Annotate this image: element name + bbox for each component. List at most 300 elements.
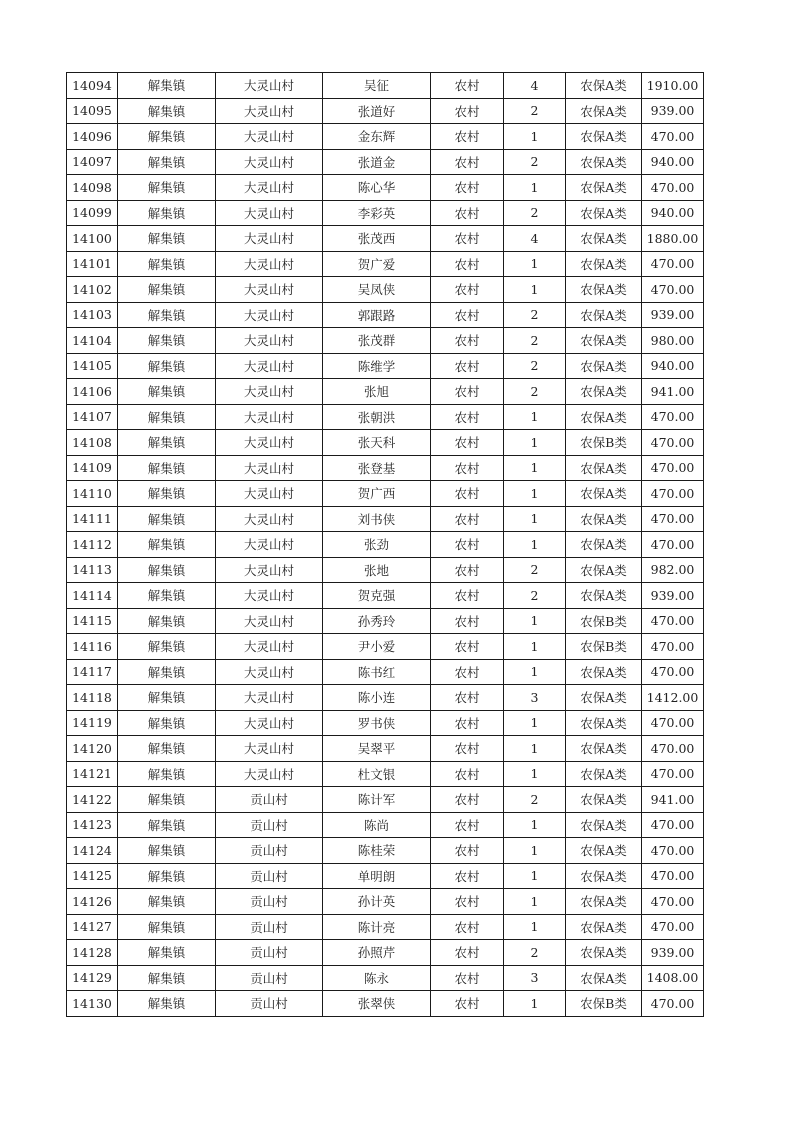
insurance-category-cell: 农保A类: [566, 200, 642, 226]
amount-cell: 980.00: [642, 328, 704, 354]
table-row: [67, 940, 704, 966]
serial-number-cell: 14112: [67, 532, 118, 558]
town-cell: 解集镇: [118, 149, 216, 175]
household-type-cell: 农村: [431, 277, 504, 303]
household-size-cell: 2: [504, 940, 566, 966]
village-cell: 大灵山村: [216, 251, 323, 277]
insurance-category-cell: 农保A类: [566, 149, 642, 175]
village-cell: 贡山村: [216, 965, 323, 991]
household-type-cell: 农村: [431, 863, 504, 889]
amount-cell: 470.00: [642, 863, 704, 889]
serial-number-cell: 14106: [67, 379, 118, 405]
village-cell: 大灵山村: [216, 506, 323, 532]
insurance-category-cell: 农保A类: [566, 532, 642, 558]
amount-cell: 470.00: [642, 736, 704, 762]
amount-cell: 470.00: [642, 506, 704, 532]
household-size-cell: 2: [504, 787, 566, 813]
insurance-category-cell: 农保B类: [566, 991, 642, 1017]
village-cell: 大灵山村: [216, 98, 323, 124]
amount-cell: 470.00: [642, 481, 704, 507]
household-type-cell: 农村: [431, 532, 504, 558]
household-type-cell: 农村: [431, 583, 504, 609]
table-row: [67, 532, 704, 558]
insurance-category-cell: 农保A类: [566, 914, 642, 940]
table-row: [67, 175, 704, 201]
town-cell: 解集镇: [118, 481, 216, 507]
serial-number-cell: 14128: [67, 940, 118, 966]
town-cell: 解集镇: [118, 532, 216, 558]
serial-number-cell: 14122: [67, 787, 118, 813]
name-cell: 张旭: [323, 379, 431, 405]
name-cell: 张道好: [323, 98, 431, 124]
household-type-cell: 农村: [431, 685, 504, 711]
amount-cell: 470.00: [642, 532, 704, 558]
amount-cell: 1412.00: [642, 685, 704, 711]
town-cell: 解集镇: [118, 226, 216, 252]
table-row: [67, 379, 704, 405]
amount-cell: 941.00: [642, 787, 704, 813]
name-cell: 陈尚: [323, 812, 431, 838]
name-cell: 孙秀玲: [323, 608, 431, 634]
village-cell: 大灵山村: [216, 685, 323, 711]
town-cell: 解集镇: [118, 455, 216, 481]
table-row: [67, 481, 704, 507]
household-type-cell: 农村: [431, 379, 504, 405]
town-cell: 解集镇: [118, 430, 216, 456]
insurance-category-cell: 农保A类: [566, 251, 642, 277]
village-cell: 大灵山村: [216, 124, 323, 150]
name-cell: 张道金: [323, 149, 431, 175]
household-type-cell: 农村: [431, 353, 504, 379]
name-cell: 李彩英: [323, 200, 431, 226]
name-cell: 罗书侠: [323, 710, 431, 736]
household-size-cell: 1: [504, 506, 566, 532]
serial-number-cell: 14119: [67, 710, 118, 736]
insurance-category-cell: 农保A类: [566, 736, 642, 762]
insurance-category-cell: 农保B类: [566, 608, 642, 634]
town-cell: 解集镇: [118, 557, 216, 583]
household-size-cell: 1: [504, 634, 566, 660]
table-row: [67, 608, 704, 634]
household-type-cell: 农村: [431, 889, 504, 915]
village-cell: 贡山村: [216, 863, 323, 889]
amount-cell: 940.00: [642, 353, 704, 379]
village-cell: 大灵山村: [216, 583, 323, 609]
table-row: [67, 863, 704, 889]
village-cell: 贡山村: [216, 838, 323, 864]
name-cell: 陈计军: [323, 787, 431, 813]
amount-cell: 940.00: [642, 149, 704, 175]
name-cell: 陈桂荣: [323, 838, 431, 864]
household-type-cell: 农村: [431, 200, 504, 226]
household-type-cell: 农村: [431, 328, 504, 354]
town-cell: 解集镇: [118, 583, 216, 609]
household-size-cell: 1: [504, 659, 566, 685]
village-cell: 大灵山村: [216, 73, 323, 99]
amount-cell: 470.00: [642, 761, 704, 787]
insurance-category-cell: 农保A类: [566, 710, 642, 736]
table-row: [67, 812, 704, 838]
household-size-cell: 1: [504, 175, 566, 201]
amount-cell: 470.00: [642, 889, 704, 915]
insurance-category-cell: 农保A类: [566, 277, 642, 303]
serial-number-cell: 14125: [67, 863, 118, 889]
insurance-category-cell: 农保A类: [566, 761, 642, 787]
village-cell: 贡山村: [216, 812, 323, 838]
table-row: [67, 302, 704, 328]
household-type-cell: 农村: [431, 965, 504, 991]
household-size-cell: 1: [504, 991, 566, 1017]
table-row: [67, 736, 704, 762]
village-cell: 大灵山村: [216, 430, 323, 456]
amount-cell: 470.00: [642, 455, 704, 481]
village-cell: 贡山村: [216, 889, 323, 915]
village-cell: 大灵山村: [216, 200, 323, 226]
household-type-cell: 农村: [431, 608, 504, 634]
household-size-cell: 2: [504, 200, 566, 226]
serial-number-cell: 14111: [67, 506, 118, 532]
household-type-cell: 农村: [431, 73, 504, 99]
insurance-category-cell: 农保A类: [566, 455, 642, 481]
town-cell: 解集镇: [118, 736, 216, 762]
town-cell: 解集镇: [118, 659, 216, 685]
village-cell: 大灵山村: [216, 379, 323, 405]
insurance-category-cell: 农保A类: [566, 124, 642, 150]
name-cell: 张茂群: [323, 328, 431, 354]
name-cell: 张朝洪: [323, 404, 431, 430]
town-cell: 解集镇: [118, 379, 216, 405]
table-row: [67, 124, 704, 150]
amount-cell: 470.00: [642, 175, 704, 201]
table-row: [67, 583, 704, 609]
name-cell: 刘书侠: [323, 506, 431, 532]
serial-number-cell: 14116: [67, 634, 118, 660]
name-cell: 张天科: [323, 430, 431, 456]
name-cell: 孙计英: [323, 889, 431, 915]
household-size-cell: 1: [504, 430, 566, 456]
village-cell: 大灵山村: [216, 226, 323, 252]
insurance-category-cell: 农保A类: [566, 379, 642, 405]
serial-number-cell: 14127: [67, 914, 118, 940]
serial-number-cell: 14120: [67, 736, 118, 762]
name-cell: 吴征: [323, 73, 431, 99]
serial-number-cell: 14105: [67, 353, 118, 379]
household-size-cell: 1: [504, 277, 566, 303]
household-size-cell: 1: [504, 863, 566, 889]
table-row: [67, 149, 704, 175]
town-cell: 解集镇: [118, 685, 216, 711]
town-cell: 解集镇: [118, 889, 216, 915]
amount-cell: 939.00: [642, 98, 704, 124]
serial-number-cell: 14095: [67, 98, 118, 124]
amount-cell: 470.00: [642, 659, 704, 685]
town-cell: 解集镇: [118, 608, 216, 634]
insurance-category-cell: 农保A类: [566, 940, 642, 966]
household-size-cell: 4: [504, 73, 566, 99]
serial-number-cell: 14114: [67, 583, 118, 609]
insurance-category-cell: 农保B类: [566, 430, 642, 456]
serial-number-cell: 14110: [67, 481, 118, 507]
name-cell: 张翠侠: [323, 991, 431, 1017]
name-cell: 陈心华: [323, 175, 431, 201]
amount-cell: 470.00: [642, 404, 704, 430]
amount-cell: 470.00: [642, 430, 704, 456]
village-cell: 大灵山村: [216, 455, 323, 481]
household-type-cell: 农村: [431, 124, 504, 150]
household-size-cell: 4: [504, 226, 566, 252]
household-type-cell: 农村: [431, 430, 504, 456]
town-cell: 解集镇: [118, 991, 216, 1017]
amount-cell: 470.00: [642, 812, 704, 838]
village-cell: 大灵山村: [216, 175, 323, 201]
table-row: [67, 838, 704, 864]
insurance-category-cell: 农保A类: [566, 812, 642, 838]
name-cell: 陈永: [323, 965, 431, 991]
household-size-cell: 1: [504, 838, 566, 864]
serial-number-cell: 14104: [67, 328, 118, 354]
household-size-cell: 3: [504, 965, 566, 991]
name-cell: 张茂西: [323, 226, 431, 252]
household-size-cell: 3: [504, 685, 566, 711]
household-type-cell: 农村: [431, 226, 504, 252]
name-cell: 陈维学: [323, 353, 431, 379]
table-row: [67, 506, 704, 532]
serial-number-cell: 14113: [67, 557, 118, 583]
amount-cell: 1408.00: [642, 965, 704, 991]
household-type-cell: 农村: [431, 838, 504, 864]
household-size-cell: 1: [504, 812, 566, 838]
name-cell: 郭跟路: [323, 302, 431, 328]
town-cell: 解集镇: [118, 73, 216, 99]
serial-number-cell: 14096: [67, 124, 118, 150]
amount-cell: 939.00: [642, 583, 704, 609]
village-cell: 大灵山村: [216, 481, 323, 507]
insurance-category-cell: 农保A类: [566, 175, 642, 201]
town-cell: 解集镇: [118, 838, 216, 864]
name-cell: 金东辉: [323, 124, 431, 150]
table-row: [67, 430, 704, 456]
village-cell: 大灵山村: [216, 710, 323, 736]
insurance-category-cell: 农保A类: [566, 328, 642, 354]
table-row: [67, 787, 704, 813]
town-cell: 解集镇: [118, 863, 216, 889]
household-size-cell: 1: [504, 710, 566, 736]
table-row: [67, 251, 704, 277]
name-cell: 孙照芹: [323, 940, 431, 966]
amount-cell: 470.00: [642, 914, 704, 940]
insurance-category-cell: 农保A类: [566, 226, 642, 252]
amount-cell: 1910.00: [642, 73, 704, 99]
serial-number-cell: 14107: [67, 404, 118, 430]
household-size-cell: 1: [504, 761, 566, 787]
town-cell: 解集镇: [118, 251, 216, 277]
table-row: [67, 659, 704, 685]
household-type-cell: 农村: [431, 481, 504, 507]
town-cell: 解集镇: [118, 302, 216, 328]
insurance-category-cell: 农保A类: [566, 685, 642, 711]
household-size-cell: 1: [504, 914, 566, 940]
town-cell: 解集镇: [118, 940, 216, 966]
town-cell: 解集镇: [118, 761, 216, 787]
town-cell: 解集镇: [118, 98, 216, 124]
household-type-cell: 农村: [431, 761, 504, 787]
serial-number-cell: 14098: [67, 175, 118, 201]
amount-cell: 941.00: [642, 379, 704, 405]
town-cell: 解集镇: [118, 710, 216, 736]
insurance-category-cell: 农保B类: [566, 634, 642, 660]
town-cell: 解集镇: [118, 965, 216, 991]
village-cell: 大灵山村: [216, 659, 323, 685]
household-type-cell: 农村: [431, 98, 504, 124]
table-row: [67, 277, 704, 303]
insurance-category-cell: 农保A类: [566, 481, 642, 507]
insurance-category-cell: 农保A类: [566, 353, 642, 379]
amount-cell: 470.00: [642, 710, 704, 736]
table-row: [67, 353, 704, 379]
name-cell: 杜文银: [323, 761, 431, 787]
town-cell: 解集镇: [118, 506, 216, 532]
household-type-cell: 农村: [431, 302, 504, 328]
serial-number-cell: 14124: [67, 838, 118, 864]
village-cell: 大灵山村: [216, 277, 323, 303]
household-size-cell: 1: [504, 736, 566, 762]
table-row: [67, 73, 704, 99]
name-cell: 贺克强: [323, 583, 431, 609]
household-type-cell: 农村: [431, 149, 504, 175]
serial-number-cell: 14118: [67, 685, 118, 711]
serial-number-cell: 14102: [67, 277, 118, 303]
amount-cell: 470.00: [642, 634, 704, 660]
household-type-cell: 农村: [431, 455, 504, 481]
town-cell: 解集镇: [118, 200, 216, 226]
table-row: [67, 761, 704, 787]
name-cell: 张登基: [323, 455, 431, 481]
insurance-category-cell: 农保A类: [566, 404, 642, 430]
amount-cell: 470.00: [642, 838, 704, 864]
town-cell: 解集镇: [118, 787, 216, 813]
household-size-cell: 1: [504, 889, 566, 915]
amount-cell: 940.00: [642, 200, 704, 226]
household-type-cell: 农村: [431, 506, 504, 532]
name-cell: 贺广爱: [323, 251, 431, 277]
name-cell: 尹小爱: [323, 634, 431, 660]
insurance-category-cell: 农保A类: [566, 863, 642, 889]
amount-cell: 939.00: [642, 302, 704, 328]
household-type-cell: 农村: [431, 940, 504, 966]
household-size-cell: 1: [504, 608, 566, 634]
village-cell: 大灵山村: [216, 608, 323, 634]
household-type-cell: 农村: [431, 787, 504, 813]
table-row: [67, 455, 704, 481]
serial-number-cell: 14123: [67, 812, 118, 838]
town-cell: 解集镇: [118, 175, 216, 201]
village-cell: 贡山村: [216, 940, 323, 966]
amount-cell: 470.00: [642, 277, 704, 303]
town-cell: 解集镇: [118, 353, 216, 379]
serial-number-cell: 14121: [67, 761, 118, 787]
household-type-cell: 农村: [431, 914, 504, 940]
household-size-cell: 1: [504, 455, 566, 481]
insurance-category-cell: 农保A类: [566, 506, 642, 532]
serial-number-cell: 14099: [67, 200, 118, 226]
serial-number-cell: 14129: [67, 965, 118, 991]
household-type-cell: 农村: [431, 659, 504, 685]
table-row: [67, 634, 704, 660]
name-cell: 贺广西: [323, 481, 431, 507]
household-size-cell: 2: [504, 353, 566, 379]
serial-number-cell: 14101: [67, 251, 118, 277]
village-cell: 大灵山村: [216, 302, 323, 328]
household-size-cell: 2: [504, 557, 566, 583]
amount-cell: 470.00: [642, 124, 704, 150]
name-cell: 陈书红: [323, 659, 431, 685]
serial-number-cell: 14126: [67, 889, 118, 915]
serial-number-cell: 14115: [67, 608, 118, 634]
village-cell: 大灵山村: [216, 328, 323, 354]
table-row: [67, 889, 704, 915]
town-cell: 解集镇: [118, 812, 216, 838]
amount-cell: 1880.00: [642, 226, 704, 252]
insurance-category-cell: 农保A类: [566, 659, 642, 685]
table-row: [67, 710, 704, 736]
household-size-cell: 2: [504, 302, 566, 328]
village-cell: 大灵山村: [216, 353, 323, 379]
serial-number-cell: 14130: [67, 991, 118, 1017]
household-size-cell: 2: [504, 328, 566, 354]
village-cell: 贡山村: [216, 991, 323, 1017]
town-cell: 解集镇: [118, 124, 216, 150]
serial-number-cell: 14100: [67, 226, 118, 252]
village-cell: 大灵山村: [216, 761, 323, 787]
amount-cell: 470.00: [642, 608, 704, 634]
insurance-category-cell: 农保A类: [566, 889, 642, 915]
table-row: [67, 991, 704, 1017]
household-type-cell: 农村: [431, 634, 504, 660]
household-size-cell: 1: [504, 124, 566, 150]
serial-number-cell: 14103: [67, 302, 118, 328]
village-cell: 大灵山村: [216, 557, 323, 583]
serial-number-cell: 14117: [67, 659, 118, 685]
town-cell: 解集镇: [118, 914, 216, 940]
name-cell: 吴凤侠: [323, 277, 431, 303]
village-cell: 大灵山村: [216, 736, 323, 762]
household-type-cell: 农村: [431, 251, 504, 277]
household-type-cell: 农村: [431, 710, 504, 736]
household-size-cell: 1: [504, 251, 566, 277]
amount-cell: 939.00: [642, 940, 704, 966]
name-cell: 陈计亮: [323, 914, 431, 940]
insurance-category-cell: 农保A类: [566, 583, 642, 609]
serial-number-cell: 14094: [67, 73, 118, 99]
table-row: [67, 404, 704, 430]
household-type-cell: 农村: [431, 175, 504, 201]
insurance-category-cell: 农保A类: [566, 73, 642, 99]
table-row: [67, 226, 704, 252]
serial-number-cell: 14097: [67, 149, 118, 175]
household-type-cell: 农村: [431, 736, 504, 762]
village-cell: 大灵山村: [216, 404, 323, 430]
village-cell: 大灵山村: [216, 532, 323, 558]
village-cell: 贡山村: [216, 787, 323, 813]
household-size-cell: 2: [504, 583, 566, 609]
table-row: [67, 914, 704, 940]
table-body: [67, 73, 704, 1017]
name-cell: 单明朗: [323, 863, 431, 889]
insurance-category-cell: 农保A类: [566, 98, 642, 124]
beneficiary-table: [66, 72, 704, 1017]
table-row: [67, 965, 704, 991]
amount-cell: 470.00: [642, 991, 704, 1017]
